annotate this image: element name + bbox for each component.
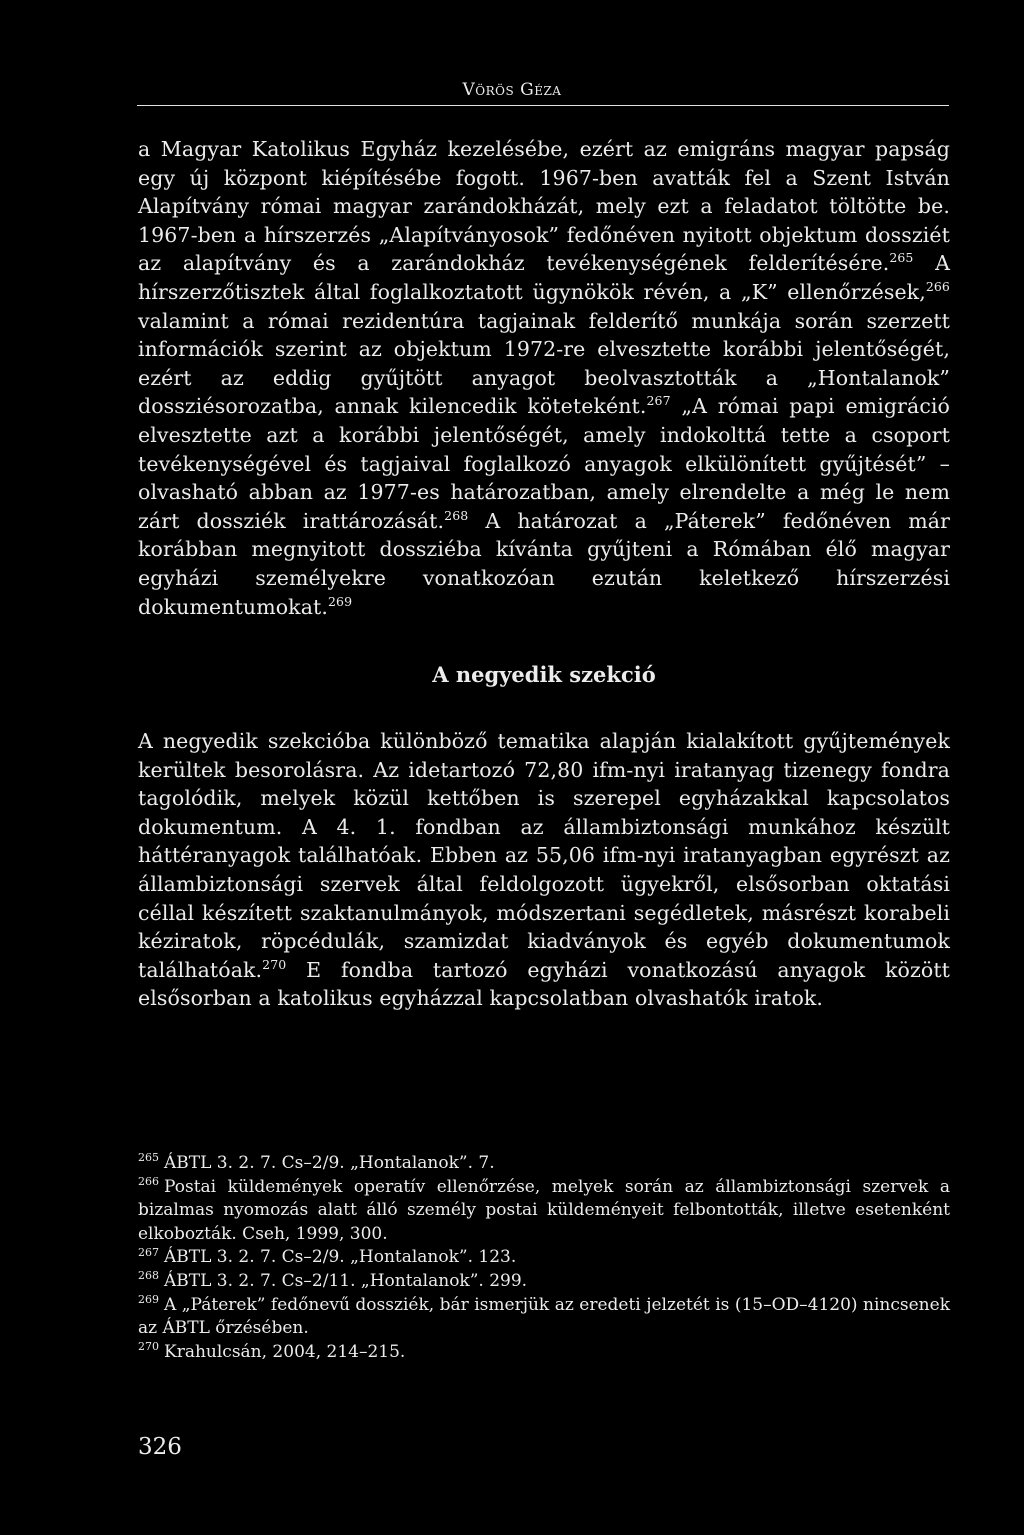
paragraph-2-text: E fondba tartozó egyházi vonatkozású anyagok között elsősorban a katolikus egyházzal kapcsolatban olvashatók iratok. <box>138 957 950 1011</box>
page-number: 326 <box>138 1434 182 1460</box>
paragraph-1 <box>138 135 950 621</box>
paragraph-1-text: a Magyar Katolikus Egyház kezelésébe, ezért az emigráns magyar papság egy új központ kiépítésébe fogott. 1967-ben avatták fel a Szent István Alapítvány római magyar zarándokházát, mely ezt a feladatot töltötte be. 1967-ben a hírszerzés „Alapítványosok” fedőnéven nyitott objektum dossziét az alapítvány és a zarándokház tevékenységének felderítésére. <box>138 137 950 276</box>
footnote-text: Postai küldemények operatív ellenőrzése, melyek során az állambiztonsági szervek a bizalmas nyomozás alatt álló személy postai küldeményeit felbontották, illetve esetenként elkobozták. Cseh, 1999, 300. <box>138 1176 950 1244</box>
paragraph-2 <box>138 727 950 1013</box>
footnote-ref-270: 270 <box>262 957 287 973</box>
footnote-number: 268 <box>138 1269 159 1283</box>
footnote-270 <box>138 1341 950 1365</box>
paragraph-1-text: A határozat a „Páterek” fedőnéven már korábban megnyitott dossziéba kívánta gyűjteni a Rómában élő magyar egyházi személyekre vonatkozóan ezután keletkező hírszerzési dokumentumokat. <box>138 508 950 619</box>
paragraph-1-text: valamint a római rezidentúra tagjainak felderítő munkája során szerzett információk szerint az objektum 1972-re elvesztette korábbi jelentőségét, ezért az eddig gyűjtött anyagot beolvasztották a „Hontalanok” dossziésorozatba, annak kilencedik köteteként. <box>138 308 950 419</box>
footnotes <box>138 1152 950 1364</box>
footnote-ref-266: 266 <box>925 279 950 295</box>
paragraph-1-text: „A római papi emigráció elvesztette azt a korábbi jelentőségét, amely indokolttá tette a csoport tevékenységével és tagjaival foglalkozó anyagok elkülönített gyűjtését” – olvasható abban az 1977-es határozatban, amely elrendelte a még le nem zárt dossziék irattározását. <box>138 394 950 533</box>
footnote-number: 265 <box>138 1151 159 1165</box>
footnote-text: Krahulcsán, 2004, 214–215. <box>164 1341 406 1362</box>
footnote-number: 269 <box>138 1292 159 1306</box>
footnote-text: A „Páterek” fedőnevű dossziék, bár ismerjük az eredeti jelzetét is (15–OD–4120) nincsenek az ÁBTL őrzésében. <box>138 1294 950 1339</box>
running-head: Vörös Géza <box>462 80 562 100</box>
footnote-ref-269: 269 <box>327 593 353 609</box>
footnote-267 <box>138 1246 950 1270</box>
footnote-number: 267 <box>138 1245 159 1259</box>
footnote-text: ÁBTL 3. 2. 7. Cs–2/9. „Hontalanok”. 7. <box>164 1153 495 1173</box>
section-heading: A negyedik szekció <box>432 662 656 688</box>
header-rule <box>137 105 949 106</box>
footnote-266 <box>138 1176 950 1247</box>
footnote-number: 266 <box>138 1174 159 1188</box>
main-text <box>138 135 950 1013</box>
footnote-number: 270 <box>138 1340 159 1354</box>
paragraph-1-text: A hírszerzőtisztek által foglalkoztatott ügynökök révén, a „K” ellenőrzések, <box>138 251 950 304</box>
footnote-text: ÁBTL 3. 2. 7. Cs–2/11. „Hontalanok”. 299. <box>164 1270 528 1291</box>
footnote-ref-267: 267 <box>646 393 671 409</box>
footnote-269 <box>138 1294 950 1341</box>
footnote-ref-265: 265 <box>889 250 914 266</box>
footnote-268 <box>138 1270 950 1294</box>
footnote-265 <box>138 1152 950 1176</box>
footnote-text: ÁBTL 3. 2. 7. Cs–2/9. „Hontalanok”. 123. <box>164 1247 517 1268</box>
paragraph-2-text: A negyedik szekcióba különböző tematika alapján kialakított gyűjtemények kerültek besorolásra. Az idetartozó 72,80 ifm-nyi iratanyag tizenegy fondra tagolódik, melyek közül kettőben is szerepel egyházakkal kapcsolatos dokumentum. A 4. 1. fondban az állambiztonsági munkához készült háttéranyagok találhatóak. Ebben az 55,06 ifm-nyi iratanyagban egyrészt az állambiztonsági szervek által feldolgozott ügyekről, elsősorban oktatási céllal készített szaktanulmányok, módszertani segédletek, másrészt korabeli kéziratok, röpcédulák, szamizdat kiadványok és egyéb dokumentumok találhatóak. <box>138 729 950 982</box>
footnote-ref-268: 268 <box>444 507 469 523</box>
